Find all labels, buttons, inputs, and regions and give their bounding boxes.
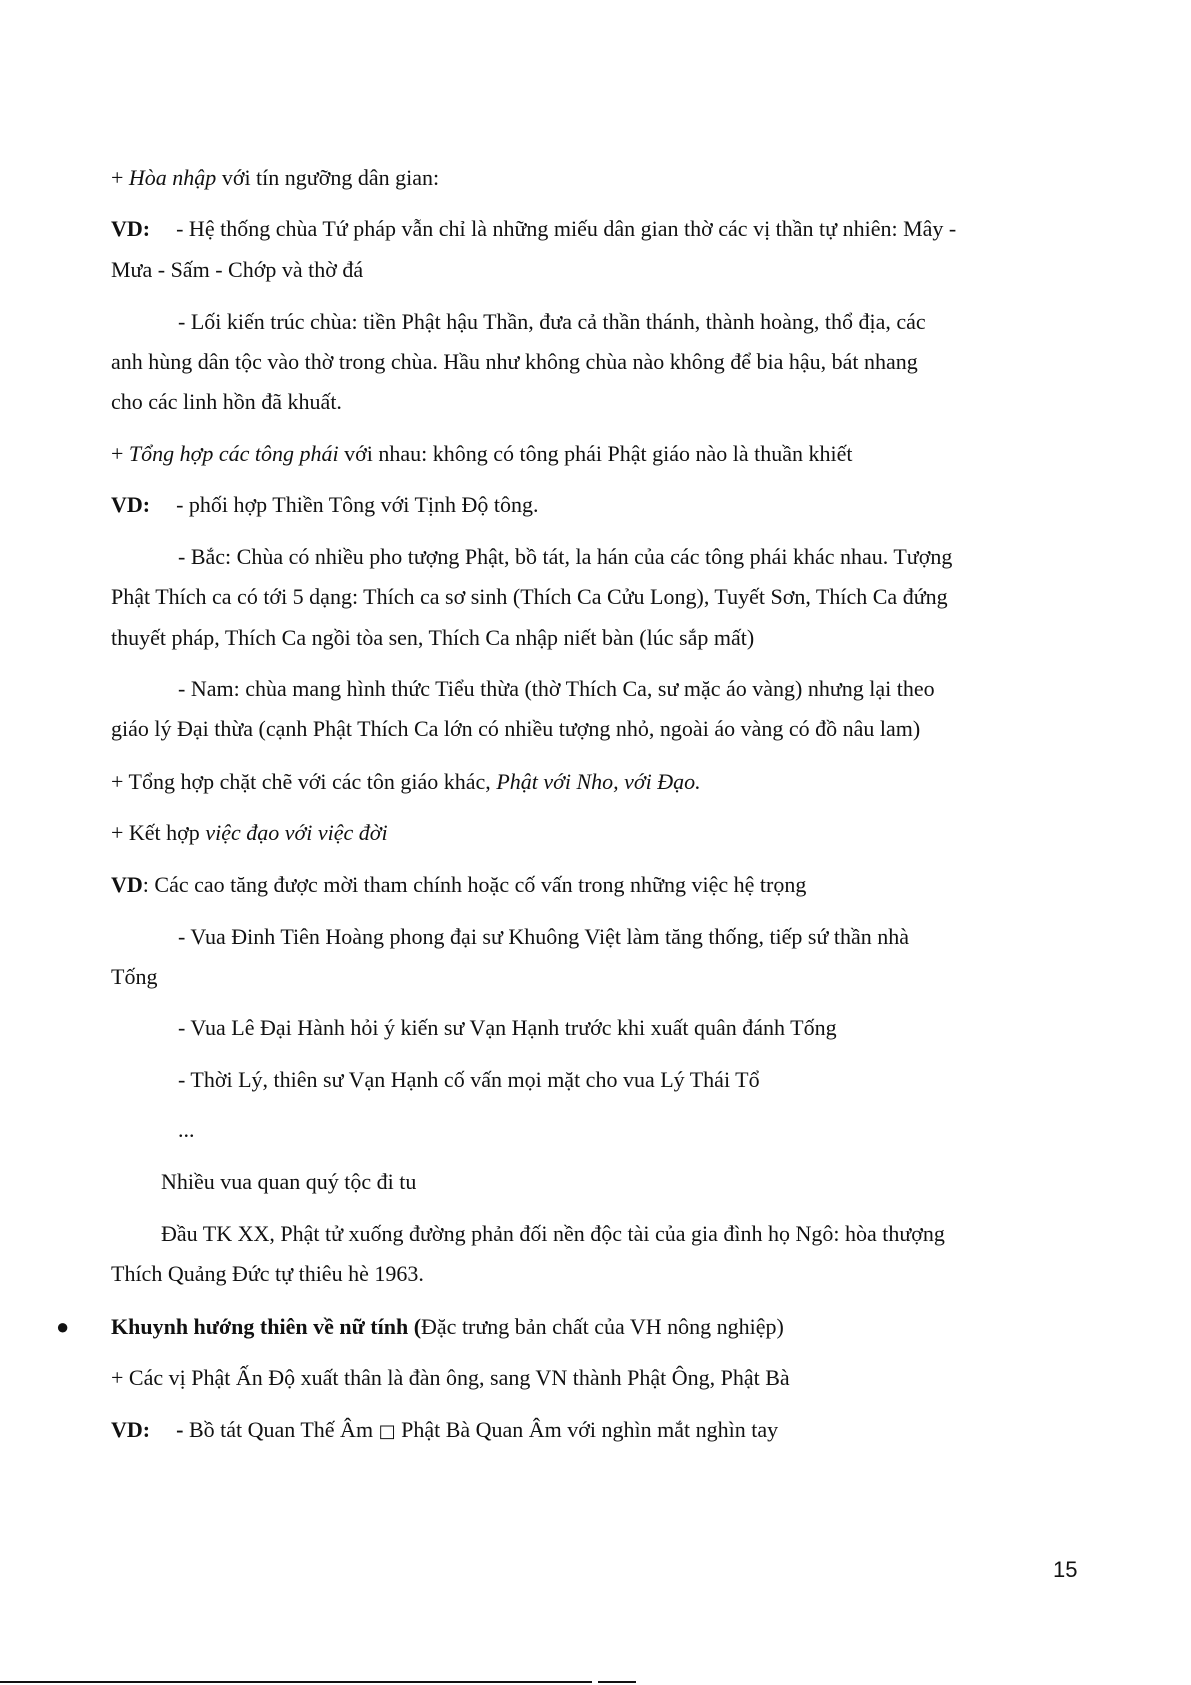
line-ket-hop [111,818,388,848]
vd-label: VD: [111,1417,151,1442]
text: Đặc trưng bản chất của VH nông nghiệp) [421,1314,784,1339]
footer-rule [0,1681,592,1683]
line-khuynh-huong [111,1312,784,1342]
line-vd-cao-tang [111,870,806,900]
vd-label: VD [111,872,143,897]
line-phat-an-do: + Các vị Phật Ấn Độ xuất thân là đàn ông, sang VN thành Phật Ông, Phật Bà [111,1365,790,1390]
bold-heading: Khuynh hướng thiên về nữ tính ( [111,1314,422,1339]
line-vd-thien-tong [111,490,539,520]
line-tong-hop-tong-phai [111,439,853,469]
missing-glyph-icon: □ [378,1421,396,1442]
line-giao-ly: giáo lý Đại thừa (cạnh Phật Thích Ca lớn có nhiều tượng nhỏ, ngoài áo vàng có đồ nâu lam) [111,716,921,741]
line-bac: - Bắc: Chùa có nhiều pho tượng Phật, bồ tát, la hán của các tông phái khác nhau. Tượng [178,544,953,569]
text: : Các cao tăng được mời tham chính hoặc cố vấn trong những việc hệ trọng [142,872,807,897]
text: Phật Bà Quan Âm với nghìn mắt nghìn tay [395,1417,779,1442]
line-ellipsis: ... [178,1117,195,1142]
line-dau-tk-xx: Đầu TK XX, Phật tử xuống đường phản đối nền độc tài của gia đình họ Ngô: hòa thượng [161,1221,945,1246]
italic-term: Tổng hợp các tông phái [128,441,339,466]
line-tong: Tống [111,964,158,989]
bold-dash: - [176,1417,189,1442]
line-dinh-tien-hoang: - Vua Đinh Tiên Hoàng phong đại sư Khuông Việt làm tăng thống, tiếp sứ thần nhà [178,924,910,949]
text: + Kết hợp [111,820,206,845]
text: - Hệ thống chùa Tứ pháp vẫn chỉ là những miếu dân gian thờ các vị thần tự nhiên: Mây - [176,216,957,241]
italic-term: việc đạo với việc đời [205,820,388,845]
italic-term: Phật với Nho, với Đạo. [496,769,701,794]
line-nam: - Nam: chùa mang hình thức Tiểu thừa (thờ Thích Ca, sư mặc áo vàng) nhưng lại theo [178,676,935,701]
line-vd-tu-phap [111,214,956,244]
line-vd-quan-am [111,1415,778,1447]
text: với nhau: không có tông phái Phật giáo nào là thuần khiết [338,441,853,466]
line-le-dai-hanh: - Vua Lê Đại Hành hỏi ý kiến sư Vạn Hạnh trước khi xuất quân đánh Tống [178,1015,837,1040]
text: với tín ngưỡng dân gian: [216,165,440,190]
line-linh-hon: cho các linh hồn đã khuất. [111,389,342,414]
line-vua-quan-di-tu: Nhiều vua quan quý tộc đi tu [161,1169,417,1194]
page-number: 15 [1053,1557,1078,1582]
line-may-mua: Mưa - Sấm - Chớp và thờ đá [111,257,364,282]
line-thoi-ly: - Thời Lý, thiên sư Vạn Hạnh cố vấn mọi mặt cho vua Lý Thái Tổ [178,1067,760,1092]
text: + [111,165,129,190]
vd-label: VD: [111,492,151,517]
vd-label: VD: [111,216,151,241]
line-hoa-nhap [111,163,439,193]
line-quang-duc: Thích Quảng Đức tự thiêu hè 1963. [111,1261,424,1286]
text: Bồ tát Quan Thế Âm [188,1417,379,1442]
line-thich-ca-5-dang: Phật Thích ca có tới 5 dạng: Thích ca sơ sinh (Thích Ca Cửu Long), Tuyết Sơn, Thích Ca đứng [111,584,948,609]
line-anh-hung: anh hùng dân tộc vào thờ trong chùa. Hầu như không chùa nào không để bia hậu, bát nhang [111,349,918,374]
text: + Tổng hợp chặt chẽ với các tôn giáo khác, [111,769,497,794]
text: + [111,441,129,466]
italic-term: Hòa nhập [128,165,217,190]
line-thuyet-phap: thuyết pháp, Thích Ca ngồi tòa sen, Thích Ca nhập niết bàn (lúc sắp mất) [111,625,755,650]
line-ton-giao-khac [111,767,701,797]
line-loi-kien-truc: - Lối kiến trúc chùa: tiền Phật hậu Thần, đưa cả thần thánh, thành hoàng, thổ địa, các [178,309,926,334]
footer-rule-segment [598,1681,636,1683]
bullet-icon: ● [56,1314,70,1339]
text: - phối hợp Thiền Tông với Tịnh Độ tông. [176,492,539,517]
